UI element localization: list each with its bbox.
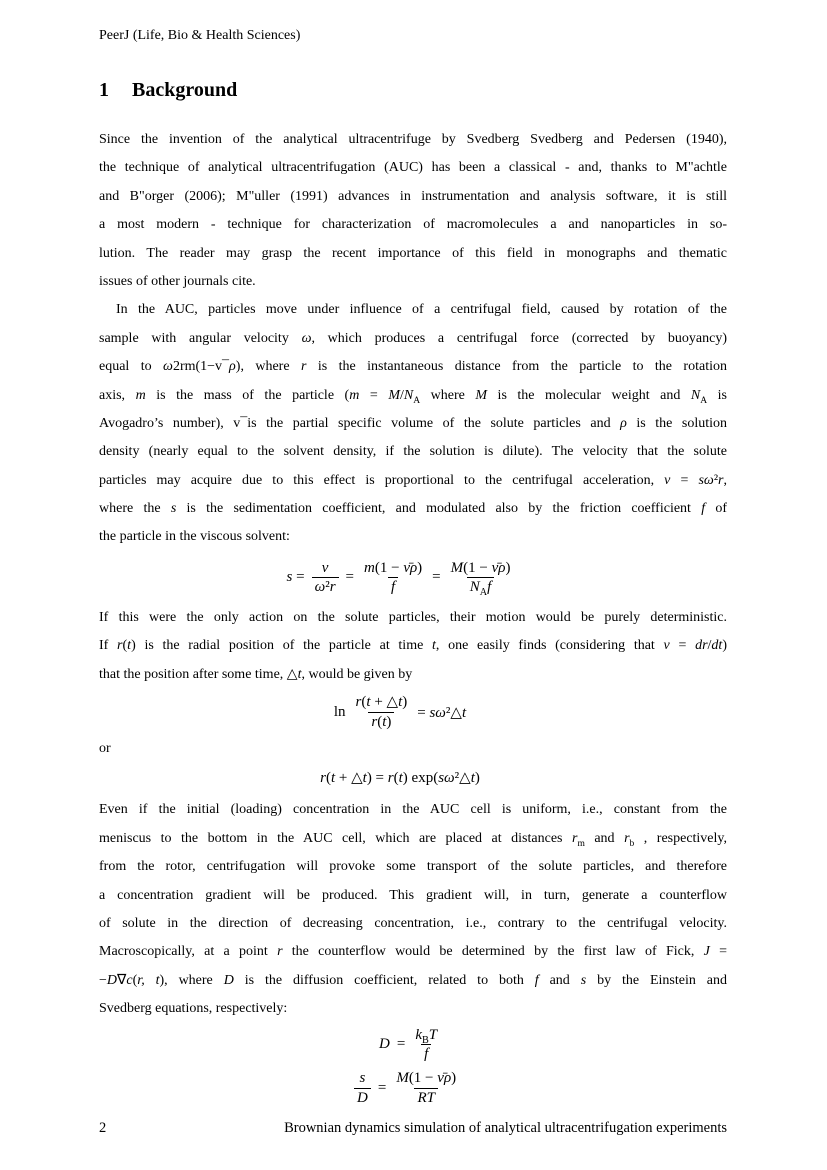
eq1-frac1-numerator: ν xyxy=(321,559,329,576)
text-line: Since the invention of the analytical ultracentrifuge by Svedberg Svedberg and Pedersen (1940), xyxy=(99,132,727,147)
eq4-lhs: D xyxy=(379,1036,390,1053)
text-line: If this were the only action on the solute particles, their motion would be purely deterministic. xyxy=(99,609,727,625)
text-line: of solute in the direction of decreasing concentration, i.e., contrary to the centrifugal velocity. xyxy=(99,915,727,931)
eq1-frac1-denominator: ω²r xyxy=(312,577,339,597)
text-line: and B"orger (2006); M"uller (1991) advances in instrumentation and analysis software, it is still xyxy=(99,188,727,204)
text-line: density (nearly equal to the solvent density, if the solution is dilute). The velocity that the solute xyxy=(99,444,727,460)
eq5-frac-numerator: M(1 − ν̄ρ) xyxy=(396,1070,457,1087)
equation-group-einstein-svedberg xyxy=(99,1026,701,1108)
text-line: lution. The reader may grasp the recent importance of this field in monographs and thematic xyxy=(99,245,727,261)
eq1-frac3-denominator: $N_Af$ xyxy=(467,577,495,597)
paragraph-concentration-gradient xyxy=(99,796,727,1023)
text-line: a most modern - technique for characterization of macromolecules a and nanoparticles in so- xyxy=(99,217,727,233)
eq1-fraction-velocity xyxy=(312,559,339,598)
text-line: Svedberg equations, respectively: xyxy=(99,1001,288,1017)
eq5-fraction-molar xyxy=(393,1069,459,1108)
eq5-lhs-fraction xyxy=(354,1069,371,1108)
paragraph-introduction xyxy=(99,126,727,296)
eq2-rhs: = sω²△t xyxy=(417,704,467,721)
eq5-lhs-denominator: D xyxy=(354,1088,371,1108)
text-line: Even if the initial (loading) concentration in the AUC cell is uniform, i.e., constant from the xyxy=(99,802,727,818)
text-line: axis, m is the mass of the particle ($m = M/N_A$ where M is the molecular weight and $N_A$ is xyxy=(99,387,727,406)
section-number: 1 xyxy=(99,79,109,101)
equation-log-ratio xyxy=(99,689,701,735)
eq1-fraction-molar xyxy=(448,559,514,598)
eq1-lhs: s = xyxy=(286,569,305,586)
footer-running-title: Brownian dynamics simulation of analytical ultracentrifugation experiments xyxy=(284,1120,727,1136)
text-line: the particle in the viscous solvent: xyxy=(99,529,290,545)
eq1-frac2-denominator: f xyxy=(388,577,398,597)
eq4-frac-numerator: $k_BT$ xyxy=(415,1026,438,1046)
text-line: a concentration gradient will be produced. This gradient will, in turn, generate a counterflow xyxy=(99,887,727,903)
eq2-fraction-positions xyxy=(353,693,411,732)
section-heading xyxy=(99,78,727,102)
equation-svedberg xyxy=(341,1069,459,1108)
eq2-ln-operator: ln xyxy=(333,703,346,720)
eq1-equals-sign-3: = xyxy=(432,569,441,586)
text-line: the technique of analytical ultracentrifugation (AUC) has been a classical - and, thanks to M"achtle xyxy=(99,160,727,176)
journal-running-head: PeerJ (Life, Bio & Health Sciences) xyxy=(99,28,301,43)
eq5-equals-sign: = xyxy=(377,1079,387,1096)
eq4-fraction-thermal xyxy=(412,1026,440,1065)
equation-sedimentation-coefficient xyxy=(99,554,701,602)
eq2-frac-denominator: r(t) xyxy=(368,712,394,732)
page-number: 2 xyxy=(99,1120,107,1136)
text-line: −D∇c(r, t), where D is the diffusion coefficient, related to both f and s by the Einstein and xyxy=(99,972,727,988)
text-line: If r(t) is the radial position of the particle at time t, one easily finds (considering that v = dr/dt) xyxy=(99,638,727,654)
text-line: from the rotor, centrifugation will provoke some transport of the solute particles, and therefore xyxy=(99,859,727,875)
text-line: where the s is the sedimentation coefficient, and modulated also by the friction coefficient f of xyxy=(99,501,727,517)
equation-exponential-position xyxy=(99,764,701,790)
text-line: issues of other journals cite. xyxy=(99,273,256,289)
paper-page xyxy=(99,0,727,1170)
eq4-equals-sign: = xyxy=(396,1036,406,1053)
eq1-equals-sign-2: = xyxy=(345,569,354,586)
text-line: particles may acquire due to this effect is proportional to the centrifugal acceleration, v = sω²r, xyxy=(99,472,727,488)
eq1-fraction-mass xyxy=(361,559,425,598)
section-title: Background xyxy=(132,79,238,101)
text-line: In the AUC, particles move under influence of a centrifugal field, caused by rotation of the xyxy=(116,302,727,318)
equation-einstein xyxy=(360,1026,440,1065)
or-connector-text: or xyxy=(99,741,111,757)
eq5-lhs-numerator: s xyxy=(359,1070,366,1087)
text-line: equal to ω2rm(1−v¯ρ), where r is the instantaneous distance from the particle to the rotation xyxy=(99,359,727,375)
eq1-frac2-numerator: m(1 − ν̄ρ) xyxy=(364,559,423,576)
paragraph-centrifugal-field xyxy=(99,296,727,552)
text-line: sample with angular velocity ω, which produces a centrifugal force (corrected by buoyancy) xyxy=(99,330,727,346)
text-line: Avogadro’s number), v¯is the partial specific volume of the solute particles and ρ is the solution xyxy=(99,415,727,431)
paragraph-deterministic-motion xyxy=(99,604,727,689)
eq4-frac-denominator: f xyxy=(421,1044,431,1064)
page-footer xyxy=(99,1119,727,1137)
eq5-lhs xyxy=(341,1069,371,1108)
eq1-frac3-numerator: M(1 − ν̄ρ) xyxy=(450,559,511,576)
text-line: Macroscopically, at a point r the counterflow would be determined by the first law of Fick, J = xyxy=(99,944,727,960)
text-line: meniscus to the bottom in the AUC cell, which are placed at distances $r_m$ and $r_b$ , respectively, xyxy=(99,830,727,849)
eq2-frac-numerator: r(t + △t) xyxy=(355,693,408,710)
eq3-body: r(t + △t) = r(t) exp(sω²△t) xyxy=(320,769,480,786)
text-line: that the position after some time, △t, would be given by xyxy=(99,666,413,682)
eq5-frac-denominator: RT xyxy=(414,1088,438,1108)
